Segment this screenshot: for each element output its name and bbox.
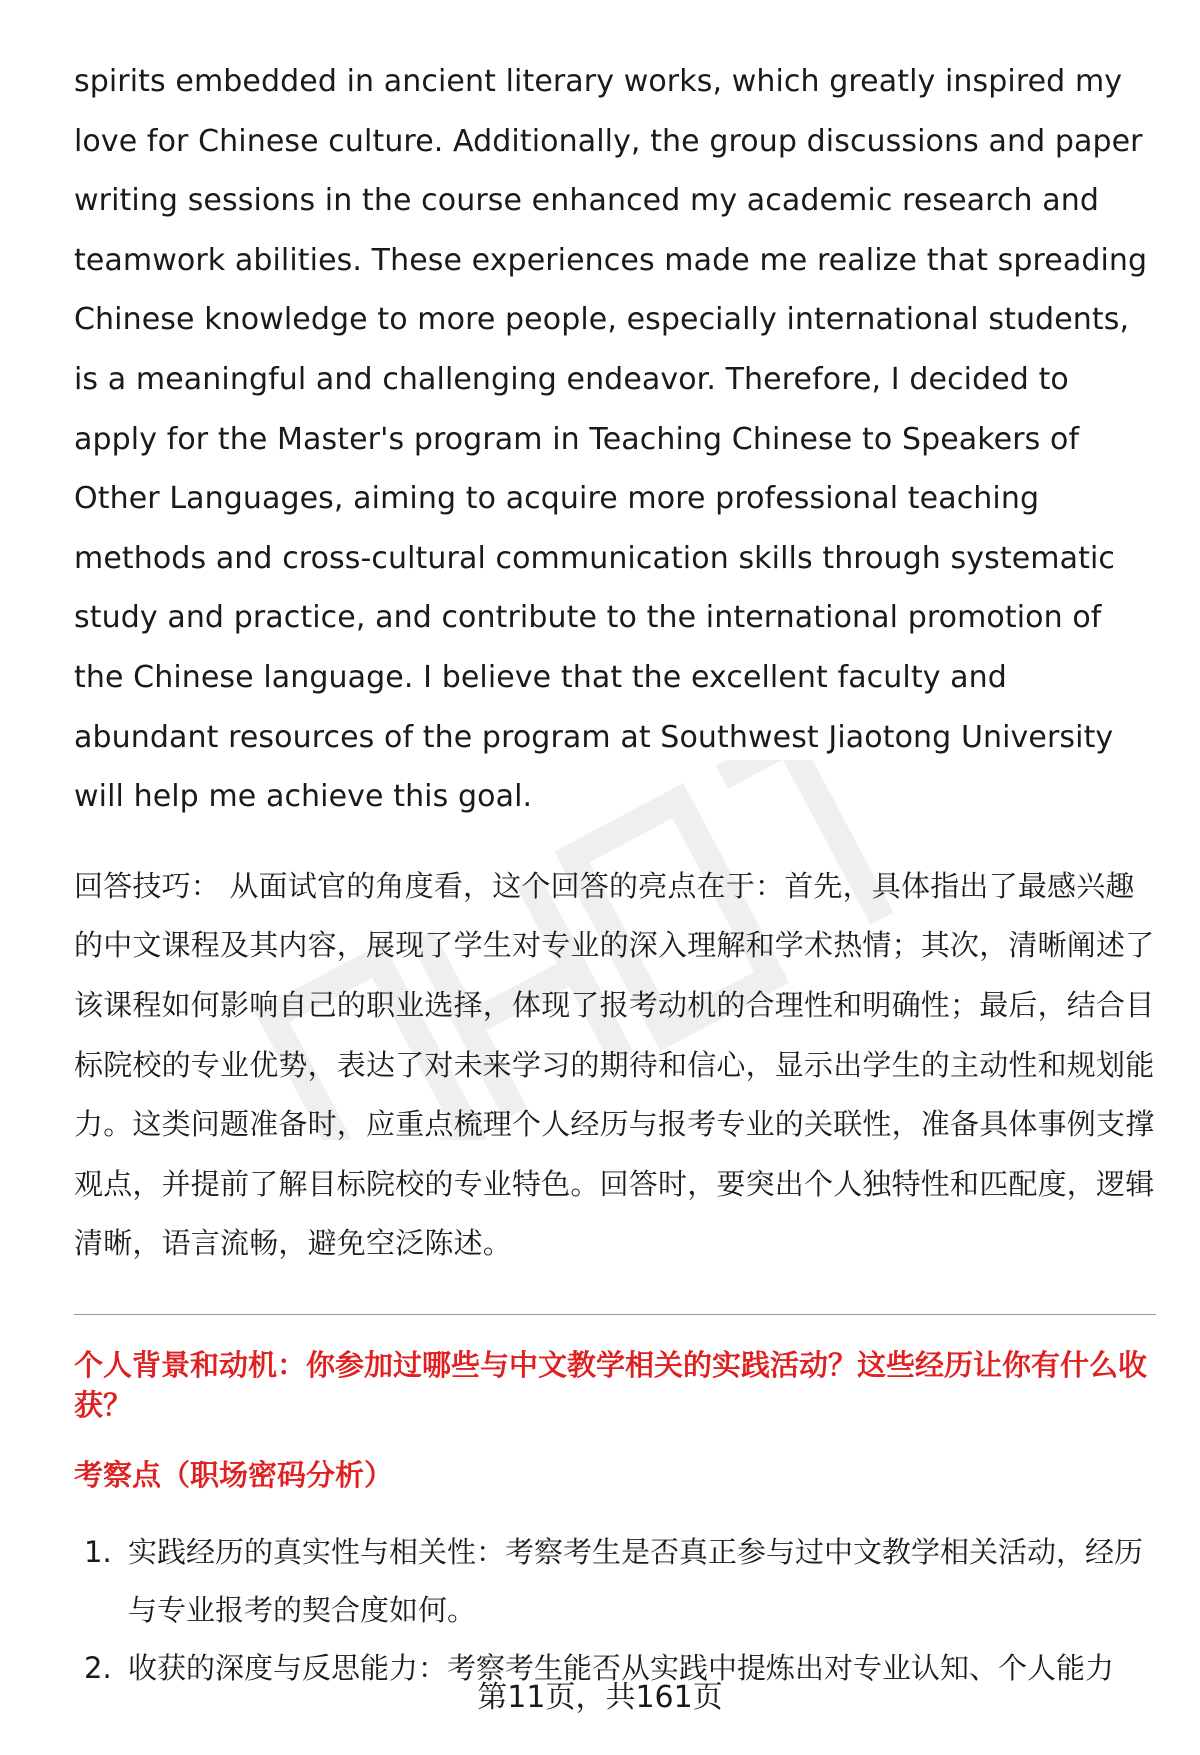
list-item — [74, 1523, 1156, 1639]
answer-tips — [74, 857, 1156, 1274]
list-number: 2. — [84, 1650, 112, 1685]
question-heading: 个人背景和动机：你参加过哪些与中文教学相关的实践活动？这些经历让你有什么收获？ — [74, 1347, 1148, 1422]
tips-text: 从面试官的角度看，这个回答的亮点在于：首先，具体指出了最感兴趣的中文课程及其内容，展现了学生对专业的深入理解和学术热情；其次，清晰阐述了该课程如何影响自己的职业选择，体现了报考动机的合理性和明确性；最后，结合目标院校的专业优势，表达了对未来学习的期待和信心，显示出学生的主动性和规划能力。这类问题准备时，应重点梳理个人经历与报考专业的关联性，准备具体事例支撑观点，并提前了解目标院校的专业特色。回答时，要突出个人独特性和匹配度，逻辑清晰，语言流畅，避免空泛陈述。 — [74, 868, 1155, 1261]
list-item-text: 实践经历的真实性与相关性：考察考生是否真正参与过中文教学相关活动，经历与专业报考的契合度如何。 — [128, 1534, 1144, 1627]
exam-points-heading: 考察点（职场密码分析） — [74, 1457, 394, 1492]
section-divider — [74, 1314, 1156, 1315]
answer-paragraph: spirits embedded in ancient literary works, which greatly inspired my love for Chinese culture. Additionally, the group discussions and paper writing sessions in the course enhanced my academic research and teamwork abilities. These experiences made me realize that spreading Chinese knowledge to more people, especially international students, is a meaningful and challenging endeavor. Therefore, I decided to apply for the Master's program in Teaching Chinese to Speakers of Other Languages, aiming to acquire more professional teaching methods and cross-cultural communication skills through systematic study and practice, and contribute to the international promotion of the Chinese language. I believe that the excellent faculty and abundant resources of the program at Southwest Jiaotong University will help me achieve this goal. — [74, 64, 1148, 815]
list-item-text: 收获的深度与反思能力：考察考生能否从实践中提炼出对专业认知、个人能力 — [128, 1650, 1115, 1685]
document-page — [74, 52, 1156, 1697]
list-number: 1. — [84, 1534, 112, 1569]
tips-label: 回答技巧： — [74, 868, 221, 903]
exam-points-list — [74, 1523, 1156, 1697]
page-number-footer: 第11页，共161页 — [477, 1680, 723, 1715]
